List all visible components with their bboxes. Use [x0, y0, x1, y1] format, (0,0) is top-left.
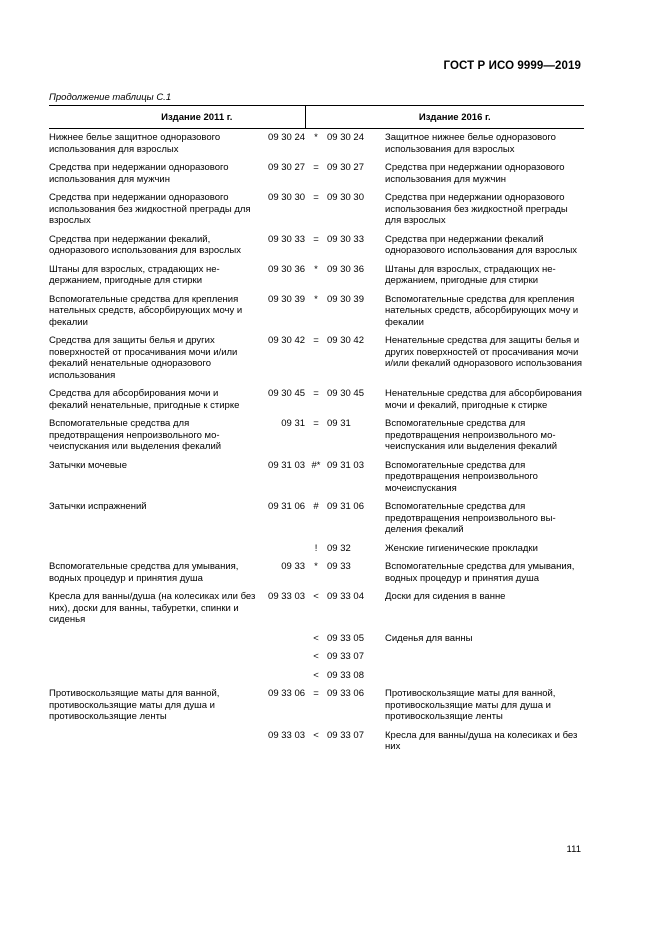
classification-table	[49, 105, 584, 757]
new-name-cell: Ненательные средства для абсорбирования мочи и фекалий, пригодные к стирке	[385, 388, 582, 411]
new-name-cell: Противоскользящие маты для ванной, противоскользящие маты для душа и противоскользящие ленты	[385, 688, 556, 722]
old-code-cell	[257, 648, 305, 667]
old-name-cell: Средства при недержании фекалий, одноразового использования для взрослых	[49, 233, 242, 256]
table-row	[49, 685, 584, 727]
old-code-cell	[257, 540, 305, 559]
old-code-cell: 09 30 45	[268, 388, 306, 399]
header-edition-2016: Издание 2016 г.	[305, 106, 584, 129]
relation-mark-cell: !	[314, 542, 318, 554]
new-code-cell: 09 32	[327, 542, 351, 554]
old-name-cell: Вспомогательные средства для предотвращения непроизвольного мочеиспускания или выделения фекалий	[49, 418, 222, 452]
relation-mark-cell: =	[313, 418, 319, 429]
new-name-cell: Вспомогательные средства для предотвращения непроизвольного мочеиспускания	[385, 459, 538, 494]
old-name-cell	[49, 648, 257, 667]
old-name-cell: Вспомогательные средства для умывания, водных процедур и принятия душа	[49, 561, 239, 584]
new-code-cell: 09 30 24	[327, 132, 364, 143]
new-code-cell: 09 30 33	[327, 233, 364, 245]
new-name-cell: Кресла для ванны/душа на колесиках и без них	[385, 729, 578, 752]
table-row	[49, 189, 584, 231]
old-name-cell	[49, 667, 257, 686]
old-code-cell: 09 30 42	[268, 335, 306, 346]
page-number: 111	[566, 844, 581, 855]
new-code-cell: 09 30 27	[327, 162, 364, 173]
table-row	[49, 727, 584, 757]
table-row	[49, 129, 584, 160]
relation-mark-cell: <	[313, 632, 319, 644]
new-name-cell: Защитное нижнее белье одноразового использования для взрослых	[385, 132, 556, 155]
new-code-cell: 09 30 30	[327, 192, 364, 203]
relation-mark-cell: =	[313, 688, 319, 699]
old-name-cell: Средства при недержании одноразового использования без жидкостной преграды для взрослых	[49, 192, 251, 226]
table-row	[49, 498, 584, 540]
old-code-cell: 09 31 03	[268, 459, 306, 471]
table-row	[49, 588, 584, 630]
relation-mark-cell: #*	[311, 459, 321, 471]
relation-mark-cell: <	[313, 729, 319, 741]
new-name-cell: Женские гигиенические прокладки	[385, 542, 538, 554]
relation-mark-cell: #	[313, 501, 319, 512]
table-row	[49, 385, 584, 415]
table-row	[49, 558, 584, 588]
relation-mark-cell: *	[314, 263, 318, 275]
table-row	[49, 667, 584, 686]
new-code-cell: 09 31 03	[327, 459, 364, 471]
new-code-cell: 09 31 06	[327, 501, 364, 512]
relation-mark-cell: *	[314, 561, 318, 572]
table-header-row	[49, 106, 584, 129]
old-code-cell: 09 30 24	[268, 132, 306, 143]
relation-mark-cell: =	[313, 335, 319, 346]
old-name-cell: Средства при недержании одноразового использования для мужчин	[49, 162, 229, 185]
table-row	[49, 457, 584, 499]
old-code-cell: 09 31 06	[268, 501, 306, 512]
new-code-cell: 09 33 04	[327, 591, 364, 602]
relation-mark-cell: <	[313, 651, 319, 662]
old-code-cell: 09 30 33	[268, 233, 306, 245]
table-body	[49, 129, 584, 757]
relation-mark-cell: =	[313, 162, 319, 173]
new-name-cell: Вспомогательные средства для умывания, водных процедур и принятия душа	[385, 561, 575, 584]
relation-mark-cell: =	[313, 192, 319, 203]
relation-mark-cell: *	[314, 132, 318, 143]
old-name-cell: Средства для абсорбирования мочи и фекалий ненательные, пригодные к стирке	[49, 388, 240, 411]
table-row	[49, 648, 584, 667]
table-row	[49, 415, 584, 457]
table-caption: Продолжение таблицы С.1	[49, 92, 172, 103]
relation-mark-cell: <	[313, 669, 319, 681]
relation-mark-cell: =	[313, 388, 319, 399]
old-name-cell: Вспомогательные средства для крепления нательных средств, абсорбирующих мочу и фекалии	[49, 293, 243, 328]
old-name-cell: Противоскользящие маты для ванной, противоскользящие маты для душа и противоскользящие ленты	[49, 688, 220, 722]
table-row	[49, 291, 584, 333]
relation-mark-cell: =	[313, 233, 319, 245]
old-code-cell: 09 33	[281, 561, 306, 572]
new-name-cell: Доски для сидения в ванне	[385, 591, 506, 602]
new-code-cell: 09 31	[327, 418, 351, 429]
new-name-cell	[385, 667, 584, 686]
old-name-cell: Затычки испражнений	[49, 501, 147, 512]
new-name-cell: Вспомогательные средства для предотвращения непроизвольного мочеиспускания или выделения фекалий	[385, 418, 558, 452]
old-name-cell: Нижнее белье защитное одноразового использования для взрослых	[49, 132, 221, 155]
old-code-cell	[257, 630, 305, 649]
old-name-cell: Средства для защиты белья и других поверхностей от просачивания мочи и/или фекалий ненательные одноразового использования	[49, 335, 238, 381]
old-code-cell: 09 30 39	[268, 293, 306, 305]
table-row	[49, 261, 584, 291]
old-name-cell	[49, 540, 257, 559]
old-code-cell: 09 31	[281, 418, 306, 429]
new-code-cell: 09 33 06	[327, 688, 364, 699]
new-code-cell: 09 33	[327, 561, 351, 572]
table-row	[49, 159, 584, 189]
document-code: ГОСТ Р ИСО 9999—2019	[443, 60, 581, 72]
relation-mark-cell: <	[313, 591, 319, 602]
table-row	[49, 332, 584, 385]
new-code-cell: 09 30 42	[327, 335, 364, 346]
new-code-cell: 09 30 36	[327, 263, 364, 275]
new-name-cell: Ненательные средства для защиты белья и других поверхностей от просачивания мочи и/или фекалий одноразового использования	[385, 335, 583, 369]
old-name-cell	[49, 630, 257, 649]
table-row	[49, 630, 584, 649]
old-code-cell: 09 33 03	[268, 591, 306, 602]
new-name-cell	[385, 648, 584, 667]
new-code-cell: 09 33 08	[327, 669, 364, 681]
new-name-cell: Вспомогательные средства для крепления нательных средств, абсорбирующих мочу и фекалии	[385, 293, 579, 328]
new-code-cell: 09 30 45	[327, 388, 364, 399]
relation-mark-cell: *	[314, 293, 318, 305]
old-code-cell: 09 30 36	[268, 263, 306, 275]
old-code-cell: 09 33 03	[268, 729, 306, 741]
new-name-cell: Сиденья для ванны	[385, 632, 473, 644]
new-code-cell: 09 33 05	[327, 632, 364, 644]
old-code-cell: 09 30 30	[268, 192, 306, 203]
old-code-cell	[257, 667, 305, 686]
new-name-cell: Средства при недержании одноразового использования без жидкостной преграды для взрослых	[385, 192, 568, 226]
header-edition-2011: Издание 2011 г.	[49, 106, 305, 129]
old-name-cell: Затычки мочевые	[49, 459, 128, 471]
new-name-cell: Средства при недержании фекалий одноразового использования для взрослых	[385, 233, 578, 256]
table-row	[49, 231, 584, 261]
new-code-cell: 09 33 07	[327, 651, 364, 662]
new-code-cell: 09 30 39	[327, 293, 364, 305]
new-code-cell: 09 33 07	[327, 729, 364, 741]
old-code-cell: 09 30 27	[268, 162, 306, 173]
old-name-cell: Штаны для взрослых, страдающих недержанием, пригодные для стирки	[49, 263, 220, 286]
old-code-cell: 09 33 06	[268, 688, 306, 699]
new-name-cell: Штаны для взрослых, страдающих недержанием, пригодные для стирки	[385, 263, 556, 286]
old-name-cell: Кресла для ванны/душа (на колесиках или без них), доски для ванны, табуретки, спинки и сиденья	[49, 591, 256, 625]
new-name-cell: Средства при недержании одноразового использования для мужчин	[385, 162, 565, 185]
new-name-cell: Вспомогательные средства для предотвращения непроизвольного выделения фекалий	[385, 501, 556, 535]
old-name-cell	[49, 727, 257, 757]
table-row	[49, 540, 584, 559]
